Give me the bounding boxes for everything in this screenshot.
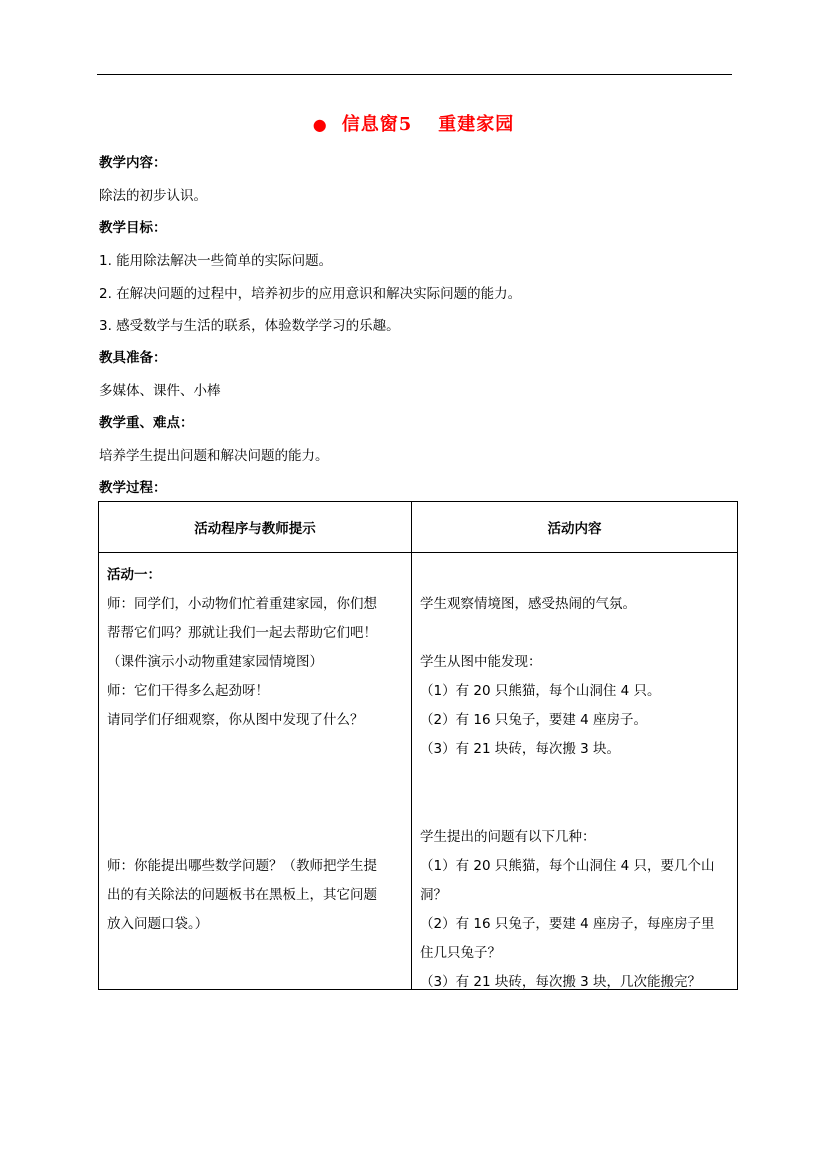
bullet-icon: ● xyxy=(312,115,328,134)
key-points-heading: 教学重、难点： xyxy=(99,415,194,431)
table-header-row xyxy=(99,502,738,553)
cell-line: （1）有 20 只熊猫，每个山洞住 4 只。 xyxy=(420,683,661,699)
content-heading: 教学内容： xyxy=(99,155,167,171)
tools-text: 多媒体、课件、小棒 xyxy=(99,383,221,399)
tools-heading: 教具准备： xyxy=(99,350,167,366)
cell-line: 学生从图中能发现： xyxy=(420,654,542,670)
cell-line: （2）有 16 只兔子，要建 4 座房子。 xyxy=(420,712,648,728)
cell-line: 洞？ xyxy=(420,887,447,903)
page-title xyxy=(0,110,827,136)
header-rule xyxy=(97,74,732,75)
process-table xyxy=(98,501,738,990)
cell-line: 帮帮它们吗？那就让我们一起去帮助它们吧！ xyxy=(107,625,377,641)
cell-line: 学生提出的问题有以下几种： xyxy=(420,829,596,845)
goals-heading: 教学目标： xyxy=(99,220,167,236)
cell-line: 师：你能提出哪些数学问题？（教师把学生提 xyxy=(107,858,377,874)
table-cell-left xyxy=(99,553,412,990)
title-part2: 重建家园 xyxy=(438,114,515,135)
cell-line: 请同学们仔细观察，你从图中发现了什么？ xyxy=(107,712,364,728)
cell-line: 师：同学们，小动物们忙着重建家园，你们想 xyxy=(107,596,377,612)
table-header-cell: 活动内容 xyxy=(412,502,738,553)
process-heading: 教学过程： xyxy=(99,480,167,496)
cell-line: 师：它们干得多么起劲呀！ xyxy=(107,683,269,699)
cell-line: （课件演示小动物重建家园情境图） xyxy=(107,654,323,670)
goal-item: 1. 能用除法解决一些简单的实际问题。 xyxy=(99,253,333,269)
cell-line: 出的有关除法的问题板书在黑板上，其它问题 xyxy=(107,887,377,903)
goal-item: 3. 感受数学与生活的联系，体验数学学习的乐趣。 xyxy=(99,318,400,334)
cell-line: （3）有 21 块砖，每次搬 3 块。 xyxy=(420,741,621,757)
activity-label: 活动一： xyxy=(107,567,161,583)
cell-line: （3）有 21 块砖，每次搬 3 块，几次能搬完？ xyxy=(420,974,702,990)
title-part1: 信息窗5 xyxy=(341,114,413,135)
goal-item: 2. 在解决问题的过程中，培养初步的应用意识和解决实际问题的能力。 xyxy=(99,286,522,302)
cell-line: （2）有 16 只兔子，要建 4 座房子，每座房子里 xyxy=(420,916,715,932)
cell-line: 住几只兔子？ xyxy=(420,945,501,961)
cell-line: 放入问题口袋。） xyxy=(107,916,209,932)
table-row xyxy=(99,553,738,990)
content-text: 除法的初步认识。 xyxy=(99,188,207,204)
table-cell-right xyxy=(412,553,738,990)
table-header-cell: 活动程序与教师提示 xyxy=(99,502,412,553)
cell-line: （1）有 20 只熊猫，每个山洞住 4 只，要几个山 xyxy=(420,858,715,874)
key-points-text: 培养学生提出问题和解决问题的能力。 xyxy=(99,448,329,464)
cell-line: 学生观察情境图，感受热闹的气氛。 xyxy=(420,596,636,612)
